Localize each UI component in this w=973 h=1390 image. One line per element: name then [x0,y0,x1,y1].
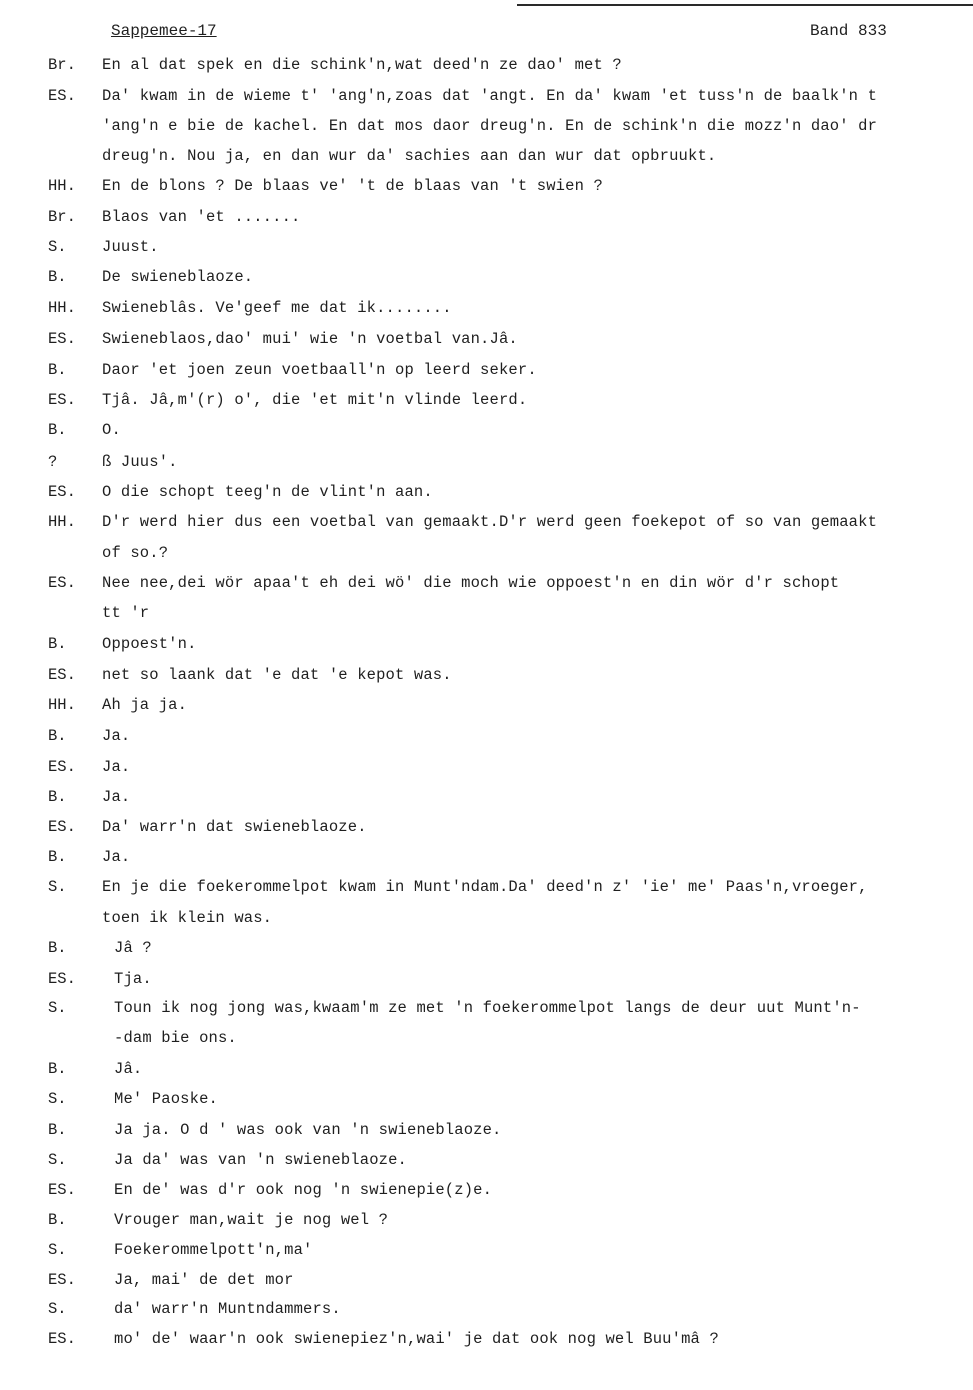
speaker-label: B. [48,1060,67,1078]
speaker-label: S. [48,1241,67,1259]
transcript-line [0,666,973,696]
utterance-text: dreug'n. Nou ja, en dan wur da' sachies aan dan wur dat opbruukt. [102,147,717,165]
transcript-line [0,635,973,665]
utterance-text: Tjâ. Jâ,m'(r) o', die 'et mit'n vlinde leerd. [102,391,528,409]
transcript-line [0,604,973,634]
utterance-text: Daor 'et joen zeun voetbaall'n op leerd seker. [102,361,537,379]
utterance-text: 'ang'n e bie de kachel. En dat mos daor dreug'n. En de schink'n die mozz'n dao' dr [102,117,878,135]
speaker-label: B. [48,268,67,286]
speaker-label: S. [48,1090,67,1108]
transcript-line [0,696,973,726]
speaker-label: S. [48,238,67,256]
utterance-text: toen ik klein was. [102,909,273,927]
utterance-text: En al dat spek en die schink'n,wat deed'n ze dao' met ? [102,56,622,74]
transcript-line [0,1121,973,1151]
speaker-label: HH. [48,696,76,714]
utterance-text: ß Juus'. [102,453,178,471]
utterance-text: Jâ. [114,1060,143,1078]
speaker-label: S. [48,1300,67,1318]
speaker-label: S. [48,1151,67,1169]
utterance-text: -dam bie ons. [114,1029,237,1047]
transcript-line [0,268,973,298]
speaker-label: Br. [48,56,76,74]
utterance-text: O die schopt teeg'n de vlint'n aan. [102,483,433,501]
speaker-label: HH. [48,299,76,317]
speaker-label: ES. [48,574,76,592]
utterance-text: Ja ja. O d ' was ook van 'n swieneblaoze. [114,1121,502,1139]
utterance-text: tt 'r [102,604,150,622]
utterance-text: Toun ik nog jong was,kwaam'm ze met 'n foekerommelpot langs de deur uut Munt'n- [114,999,861,1017]
transcript-line [0,238,973,268]
transcript-line [0,1241,973,1271]
speaker-label: ES. [48,758,76,776]
utterance-text: Me' Paoske. [114,1090,218,1108]
transcript-line [0,1271,973,1301]
utterance-text: da' warr'n Muntndammers. [114,1300,341,1318]
speaker-label: ES. [48,1181,76,1199]
transcript-line [0,453,973,483]
transcript-line [0,1330,973,1360]
transcript-line [0,299,973,329]
speaker-label: ES. [48,818,76,836]
speaker-label: S. [48,878,67,896]
utterance-text: De swieneblaoze. [102,268,254,286]
speaker-label: HH. [48,513,76,531]
utterance-text: O. [102,421,121,439]
speaker-label: ES. [48,391,76,409]
transcript-line [0,361,973,391]
transcript-line [0,939,973,969]
transcript-line [0,727,973,757]
utterance-text: mo' de' waar'n ook swienepiez'n,wai' je dat ook nog wel Buu'mâ ? [114,1330,719,1348]
speaker-label: B. [48,939,67,957]
transcript-line [0,483,973,513]
transcript-line [0,1211,973,1241]
speaker-label: B. [48,1121,67,1139]
document-title: Sappemee-17 [111,22,217,40]
speaker-label: B. [48,635,67,653]
transcript-line [0,87,973,117]
speaker-label: B. [48,727,67,745]
transcript-line [0,330,973,360]
transcript-line [0,1151,973,1181]
utterance-text: Ja, mai' de det mor [114,1271,294,1289]
speaker-label: B. [48,788,67,806]
transcript-line [0,878,973,908]
speaker-label: B. [48,1211,67,1229]
transcript-line [0,574,973,604]
transcript-line [0,788,973,818]
utterance-text: Swieneblaos,dao' mui' wie 'n voetbal van.Jâ. [102,330,518,348]
transcript-line [0,147,973,177]
utterance-text: Tja. [114,970,152,988]
top-rule [517,4,973,6]
transcript-line [0,208,973,238]
speaker-label: B. [48,848,67,866]
transcript-line [0,177,973,207]
transcript-line [0,1060,973,1090]
utterance-text: Jâ ? [114,939,152,957]
transcript-line [0,1029,973,1059]
utterance-text: net so laank dat 'e dat 'e kepot was. [102,666,452,684]
utterance-text: of so.? [102,544,169,562]
utterance-text: Ja. [102,788,131,806]
utterance-text: Ja. [102,848,131,866]
utterance-text: Da' warr'n dat swieneblaoze. [102,818,367,836]
speaker-label: B. [48,421,67,439]
speaker-label: ? [48,453,58,471]
utterance-text: Blaos van 'et ....... [102,208,301,226]
utterance-text: Ah ja ja. [102,696,188,714]
utterance-text: Ja. [102,758,131,776]
speaker-label: B. [48,361,67,379]
utterance-text: Juust. [102,238,159,256]
transcript-line [0,56,973,86]
transcript-line [0,391,973,421]
speaker-label: ES. [48,1271,76,1289]
transcript-line [0,421,973,451]
utterance-text: Oppoest'n. [102,635,197,653]
transcript-line [0,909,973,939]
utterance-text: Ja. [102,727,131,745]
utterance-text: Da' kwam in de wieme t' 'ang'n,zoas dat 'angt. En da' kwam 'et tuss'n de baalk'n t [102,87,878,105]
transcript-line [0,970,973,1000]
speaker-label: ES. [48,970,76,988]
utterance-text: Swieneblâs. Ve'geef me dat ik........ [102,299,452,317]
transcript-line [0,513,973,543]
speaker-label: ES. [48,1330,76,1348]
utterance-text: Ja da' was van 'n swieneblaoze. [114,1151,407,1169]
speaker-label: ES. [48,666,76,684]
transcript-line [0,117,973,147]
transcript-line [0,544,973,574]
utterance-text: Foekerommelpott'n,ma' [114,1241,313,1259]
utterance-text: En je die foekerommelpot kwam in Munt'ndam.Da' deed'n z' 'ie' me' Paas'n,vroeger, [102,878,868,896]
speaker-label: Br. [48,208,76,226]
transcript-line [0,999,973,1029]
speaker-label: ES. [48,330,76,348]
transcript-line [0,758,973,788]
utterance-text: En de blons ? De blaas ve' 't de blaas van 't swien ? [102,177,603,195]
utterance-text: Vrouger man,wait je nog wel ? [114,1211,389,1229]
speaker-label: ES. [48,87,76,105]
transcript-line [0,1181,973,1211]
transcript-line [0,848,973,878]
transcript-line [0,1090,973,1120]
utterance-text: En de' was d'r ook nog 'n swienepie(z)e. [114,1181,493,1199]
speaker-label: ES. [48,483,76,501]
speaker-label: S. [48,999,67,1017]
band-number: Band 833 [810,22,887,40]
transcript-line [0,1300,973,1330]
speaker-label: HH. [48,177,76,195]
utterance-text: Nee nee,dei wör apaa't eh dei wö' die moch wie oppoest'n en din wör d'r schopt [102,574,840,592]
transcript-line [0,818,973,848]
utterance-text: D'r werd hier dus een voetbal van gemaakt.D'r werd geen foekepot of so van gemaakt [102,513,878,531]
